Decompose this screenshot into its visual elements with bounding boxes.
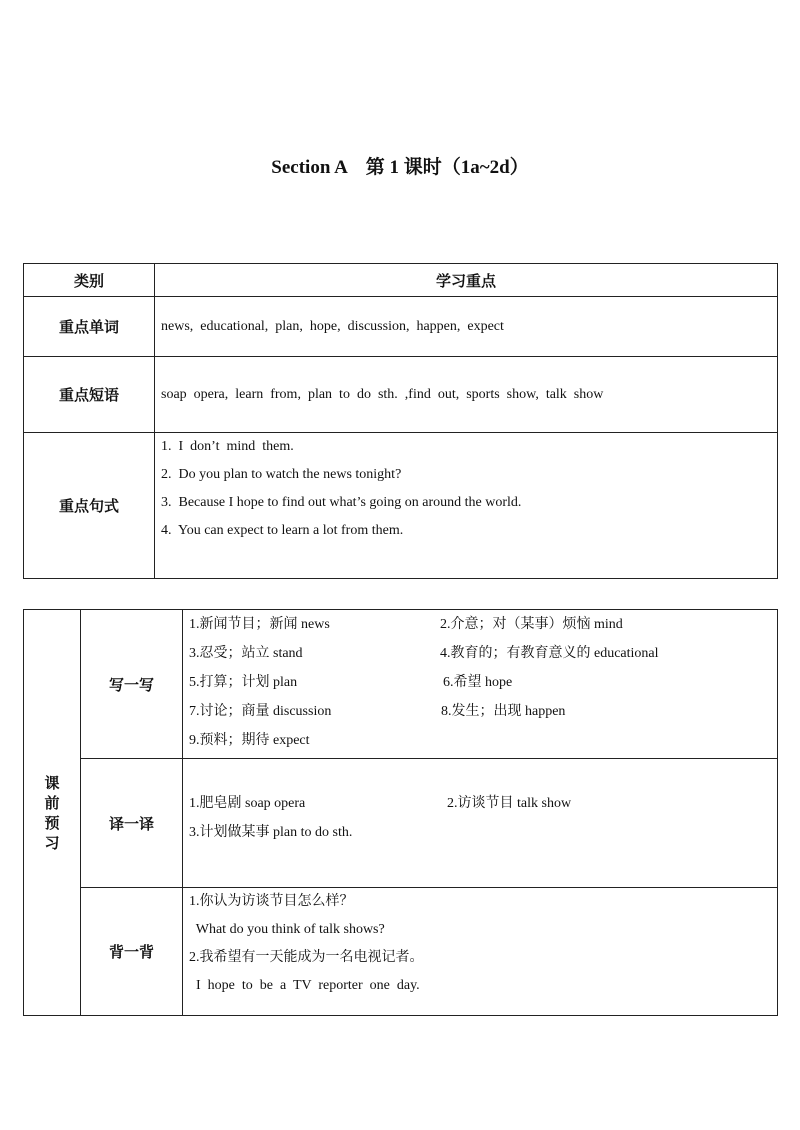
table-row xyxy=(24,888,778,1016)
recite-label: 背一背 xyxy=(81,888,183,1016)
category-words: 重点单词 xyxy=(24,297,155,357)
key-words-text: news, educational, plan, hope, discussion, happen, expect xyxy=(161,318,504,334)
table-row xyxy=(24,357,778,433)
preview-side-label: 课 前 预 习 xyxy=(24,610,81,1016)
vocab-row: 7.讨论；商量 discussion 8.发生；出现 happen xyxy=(189,704,566,719)
recite-line: I hope to be a TV reporter one day. xyxy=(189,978,420,993)
translate-label: 译一译 xyxy=(81,759,183,888)
recite-line: 1.你认为访谈节目怎么样？ xyxy=(189,894,354,909)
key-phrases-text: soap opera, learn from, plan to do sth. ,find out, sports show, talk show xyxy=(161,386,604,402)
recite-line: 2.我希望有一天能成为一名电视记者。 xyxy=(189,950,424,965)
header-category: 类别 xyxy=(24,264,155,297)
sentence-line: 4. You can expect to learn a lot from them. xyxy=(161,523,404,538)
preview-table xyxy=(23,609,778,1016)
recite-line: What do you think of talk shows? xyxy=(189,922,385,937)
page-title: Section A 第 1 课时（1a~2d） xyxy=(271,157,529,178)
category-phrases: 重点短语 xyxy=(24,357,155,433)
table-row xyxy=(24,297,778,357)
table-row xyxy=(24,610,778,759)
study-focus-table xyxy=(23,263,778,579)
header-focus: 学习重点 xyxy=(155,264,778,297)
table-row xyxy=(24,433,778,579)
write-label: 写一写 xyxy=(81,610,183,759)
vocab-row: 3.忍受；站立 stand 4.教育的；有教育意义的 educational xyxy=(189,646,659,661)
phrase-row: 1.肥皂剧 soap opera 2.访谈节目 talk show xyxy=(189,796,572,811)
table-row xyxy=(24,759,778,888)
sentence-line: 2. Do you plan to watch the news tonight? xyxy=(161,467,402,482)
phrase-row: 3.计划做某事 plan to do sth. xyxy=(189,825,353,840)
sentence-line: 3. Because I hope to find out what’s going on around the world. xyxy=(161,495,522,510)
vocab-row: 5.打算；计划 plan 6.希望 hope xyxy=(189,675,513,690)
category-sentences: 重点句式 xyxy=(24,433,155,579)
vocab-row: 9.预料；期待 expect xyxy=(189,733,310,748)
vocab-row: 1.新闻节目；新闻 news 2.介意；对（某事）烦恼 mind xyxy=(189,617,623,632)
sentence-line: 1. I don’t mind them. xyxy=(161,439,294,454)
